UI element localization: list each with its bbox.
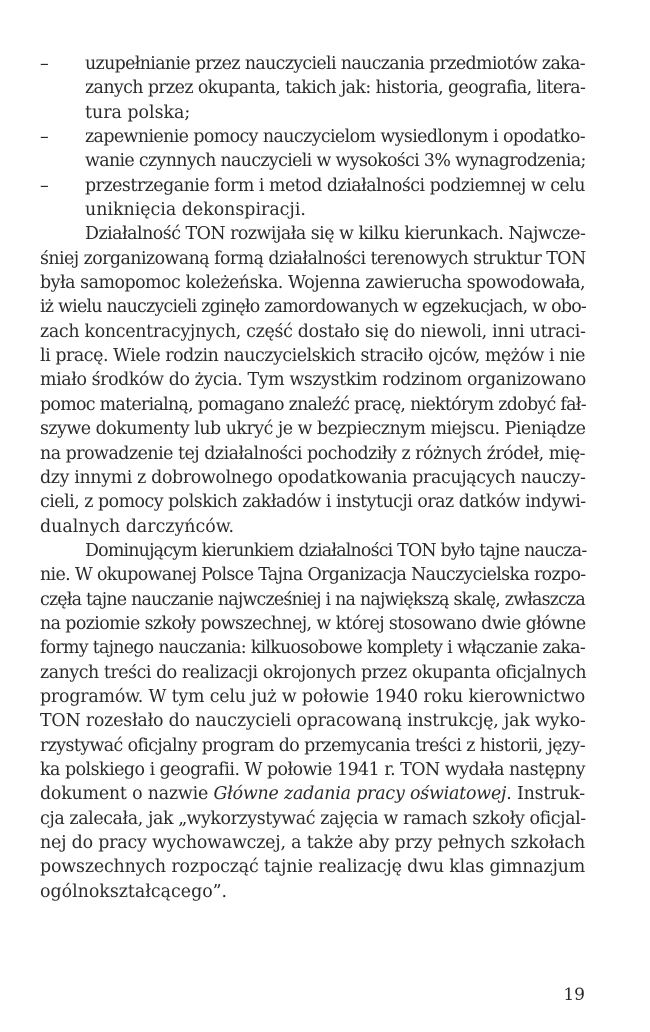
text-line: zanych treści do realizacji okrojonych przez okupanta oficjalnych bbox=[40, 662, 587, 683]
text-line: li pracę. Wiele rodzin nauczycielskich straciło ojców, mężów i nie bbox=[40, 346, 585, 367]
text-line: szywe dokumenty lub ukryć je w bezpiecznym miejscu. Pieniądze bbox=[40, 419, 586, 440]
text-line: programów. W tym celu już w połowie 1940 roku kierownictwo bbox=[40, 686, 585, 707]
text-line: TON rozesłało do nauczycieli opracowaną instrukcję, jak wyko- bbox=[40, 711, 586, 732]
text-line: była samopomoc koleżeńska. Wojenna zawierucha spowodowała, bbox=[40, 273, 585, 294]
text-line: miało środków do życia. Tym wszystkim rodzinom organizowano bbox=[40, 370, 586, 391]
bullet-item bbox=[40, 174, 585, 223]
text-line: na prowadzenie tej działalności pochodziły z różnych źródeł, mię- bbox=[40, 443, 585, 464]
text-line: zach koncentracyjnych, część dostało się do niewoli, inni utraci- bbox=[40, 321, 586, 342]
text-line: pomoc materialną, pomagano znaleźć pracę, niektórym zdobyć fał- bbox=[40, 394, 586, 415]
bullet-item bbox=[40, 52, 585, 125]
text-line: powszechnych rozpocząć tajnie realizację dwu klas gimnazjum bbox=[40, 857, 586, 878]
text-line: częła tajne nauczanie najwcześniej i na największą skalę, zwłaszcza bbox=[40, 589, 585, 610]
text-line bbox=[40, 782, 585, 806]
bullet-item bbox=[40, 125, 585, 174]
text-line: Działalność TON rozwijała się w kilku kierunkach. Najwcze- bbox=[85, 224, 586, 245]
text-line: uniknięcia dekonspiracji. bbox=[85, 200, 306, 221]
text-line: nej do pracy wychowawczej, a także aby przy pełnych szkołach bbox=[40, 833, 585, 853]
text-span: . Instruk- bbox=[506, 784, 585, 805]
text-line: dzy innymi z dobrowolnego opodatkowania pracujących nauczy- bbox=[40, 467, 586, 488]
text-line: rzystywać oficjalny program do przemycania treści z historii, języ- bbox=[40, 735, 585, 756]
paragraph bbox=[40, 222, 585, 538]
italic-title: Główne zadania pracy oświatowej bbox=[213, 784, 507, 805]
text-line: śniej zorganizowaną formą działalności terenowych struktur TON bbox=[40, 248, 586, 269]
page-number: 19 bbox=[563, 985, 585, 1005]
text-line: zapewnienie pomocy nauczycielom wysiedlonym i opodatko- bbox=[85, 127, 585, 148]
paragraph bbox=[40, 539, 585, 904]
text-line: nie. W okupowanej Polsce Tajna Organizacja Nauczycielska rozpo- bbox=[40, 565, 586, 586]
text-line: tura polska; bbox=[85, 102, 191, 123]
text-line: zanych przez okupanta, takich jak: historia, geografia, litera- bbox=[85, 78, 586, 99]
text-line: Dominującym kierunkiem działalności TON było tajne naucza- bbox=[85, 540, 587, 561]
bullet-dash: – bbox=[40, 127, 49, 148]
bullet-dash: – bbox=[40, 175, 49, 196]
text-line: ogólnokształcącego”. bbox=[40, 881, 228, 902]
text-line: dualnych darczyńców. bbox=[40, 516, 235, 537]
text-line: formy tajnego nauczania: kilkuosobowe komplety i włączanie zaka- bbox=[40, 638, 585, 659]
text-line: wanie czynnych nauczycieli w wysokości 3% wynagrodzenia; bbox=[85, 151, 586, 172]
text-line: ka polskiego i geografii. W połowie 1941 r. TON wydała następny bbox=[40, 759, 585, 780]
text-line: iż wielu nauczycieli zginęło zamordowanych w egzekucjach, w obo- bbox=[40, 297, 587, 318]
bullet-dash: – bbox=[40, 54, 49, 74]
page-text bbox=[40, 52, 585, 904]
text-line: przestrzeganie form i metod działalności podziemnej w celu bbox=[85, 175, 585, 196]
text-line: uzupełnianie przez nauczycieli nauczania przedmiotów zaka- bbox=[85, 54, 585, 74]
text-line: na poziomie szkoły powszechnej, w której stosowano dwie główne bbox=[40, 613, 586, 634]
text-line: cieli, z pomocy polskich zakładów i instytucji oraz datków indywi- bbox=[40, 492, 586, 513]
text-line: cja zalecała, jak „wykorzystywać zajęcia w ramach szkoły oficjal- bbox=[40, 808, 586, 829]
text-span: dokument o nazwie bbox=[40, 784, 214, 805]
